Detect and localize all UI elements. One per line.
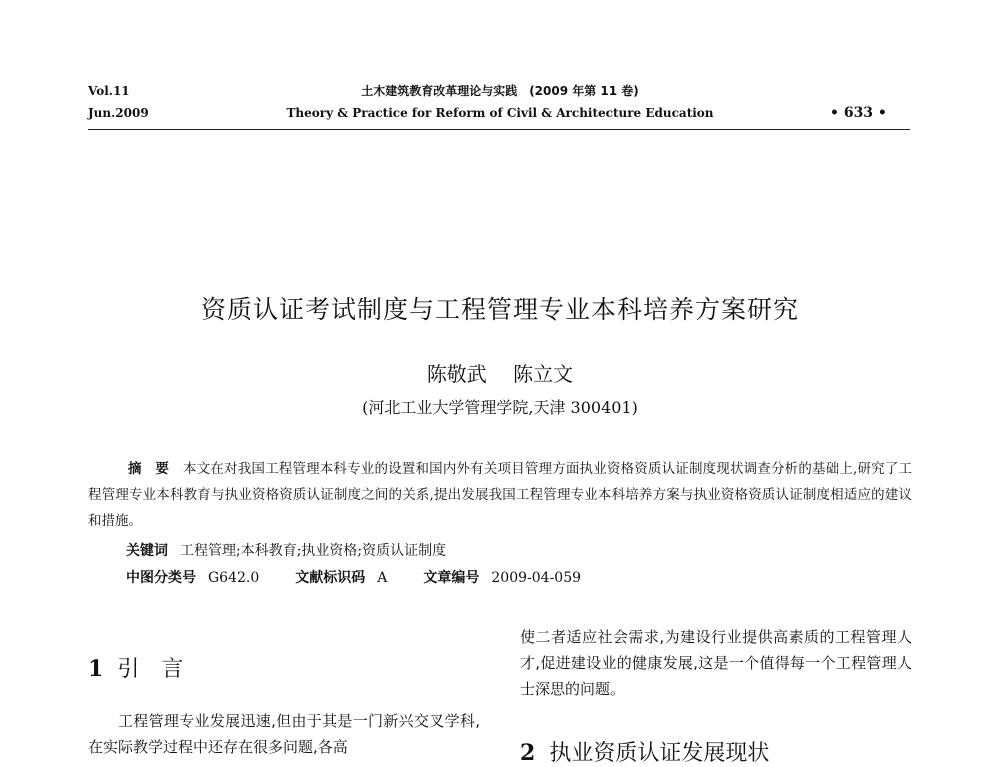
right-column-paragraph: 使二者适应社会需求,为建设行业提供高素质的工程管理人才,促进建设业的健康发展,这是一个值得每一个工程管理人士深思的问题。 (520, 628, 912, 698)
keywords-text: 工程管理;本科教育;执业资格;资质认证制度 (180, 543, 447, 559)
section-1-number: 1 (88, 656, 104, 682)
authors (0, 358, 1000, 387)
clc-label: 中图分类号 (126, 570, 196, 586)
clc-value: G642.0 (208, 570, 260, 586)
section-2-heading (520, 736, 769, 767)
doc-code-value: A (377, 570, 388, 586)
header-rule (88, 129, 910, 130)
issue-date: Jun.2009 (88, 106, 149, 120)
abstract (88, 456, 912, 534)
keywords (126, 541, 446, 561)
article-id-value: 2009-04-059 (491, 570, 582, 586)
author-2: 陈立文 (513, 362, 574, 386)
page-number: • 633 • (830, 105, 887, 121)
section-1-paragraph: 工程管理专业发展迅速,但由于其是一门新兴交叉学科,在实际教学过程中还存在很多问题,各高 (88, 712, 480, 756)
section-2-title: 执业资质认证发展现状 (549, 741, 770, 766)
volume-label: Vol.11 (88, 84, 130, 98)
section-1-heading (88, 652, 183, 683)
article-id-label: 文章编号 (423, 570, 480, 586)
affiliation: (河北工业大学管理学院,天津 300401) (362, 398, 638, 417)
section-1-title: 引 言 (117, 657, 184, 682)
journal-title-cn: 土木建筑教育改革理论与实践 (2009 年第 11 卷) (361, 84, 639, 98)
abstract-text: 本文在对我国工程管理本科专业的设置和国内外有关项目管理方面执业资格资质认证制度现状调查分析的基础上,研究了工程管理专业本科教育与执业资格资质认证制度之间的关系,提出发展我国工程管理专业本科培养方案与执业资格资质认证制度相适应的建议和措施。 (88, 461, 913, 529)
article-title: 资质认证考试制度与工程管理专业本科培养方案研究 (200, 295, 799, 324)
doc-code-label: 文献标识码 (295, 570, 366, 586)
section-2-number: 2 (520, 740, 536, 766)
classification-line (126, 568, 581, 588)
keywords-label: 关键词 (126, 543, 168, 559)
journal-title-en: Theory & Practice for Reform of Civil & Architecture Education (286, 106, 714, 120)
author-1: 陈敬武 (426, 362, 487, 386)
abstract-label: 摘 要 (128, 461, 170, 477)
